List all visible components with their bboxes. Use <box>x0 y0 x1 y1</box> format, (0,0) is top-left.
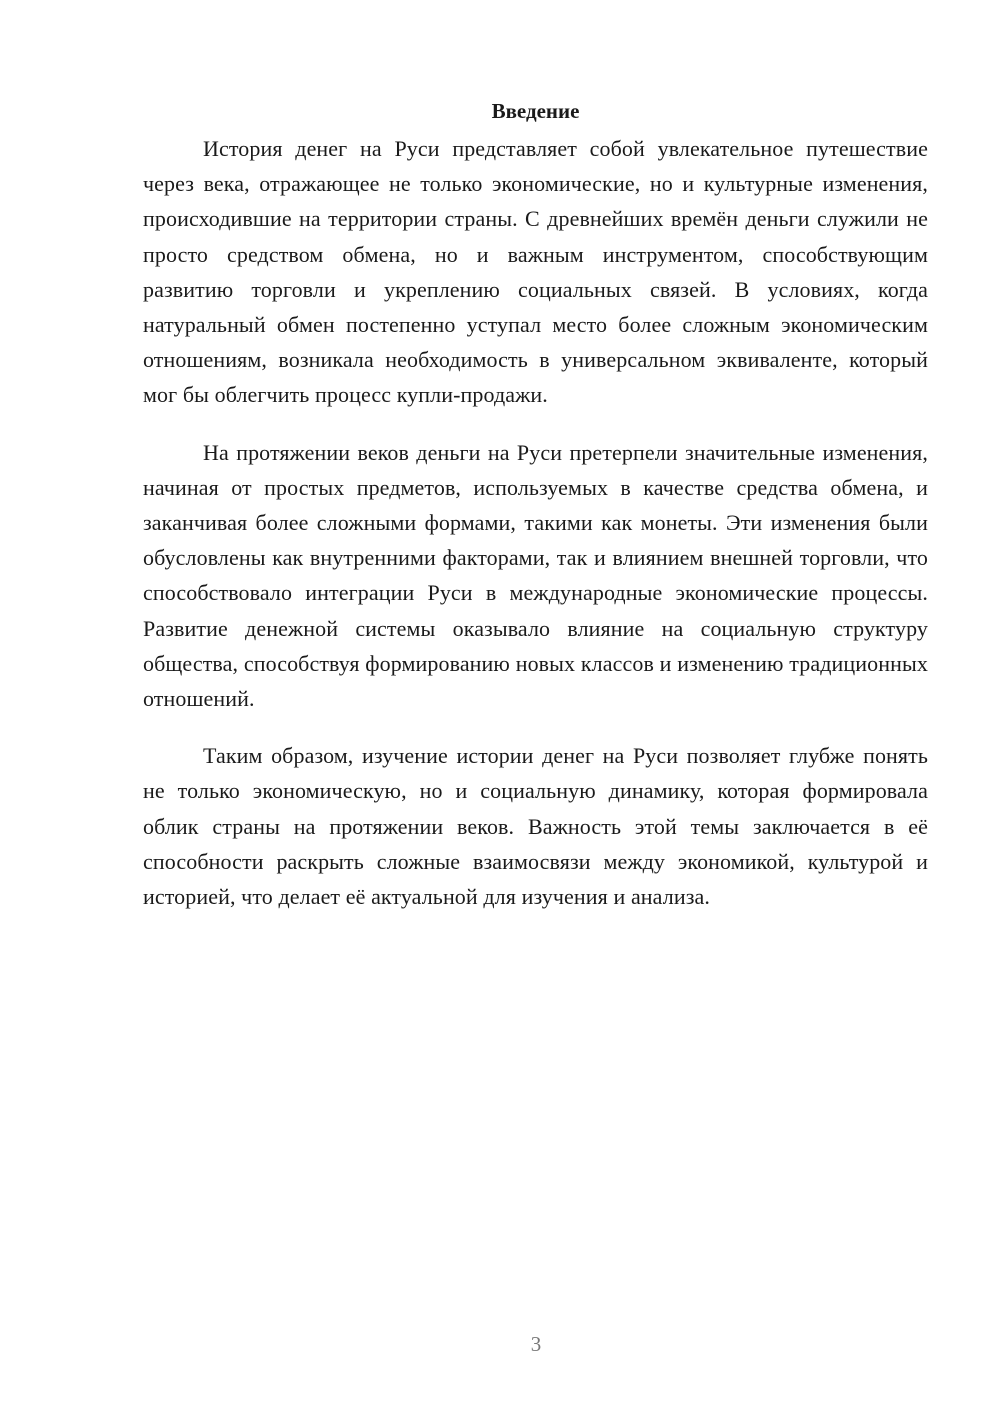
paragraph-2: На протяжении веков деньги на Руси претерпели значительные изменения, начиная от простых предметов, используемых в качестве средства обмена, и заканчивая более сложными формами, такими как монеты. Эти изменения были обусловлены как внутренними факторами, так и влиянием внешней торговли, что способствовало интеграции Руси в международные экономические процессы. Развитие денежной системы оказывало влияние на социальную структуру общества, способствуя формированию новых классов и изменению традиционных отношений. <box>143 439 928 712</box>
page-content <box>143 96 928 914</box>
page-number: 3 <box>530 1332 542 1356</box>
paragraph-1: История денег на Руси представляет собой увлекательное путешествие через века, отражающее не только экономические, но и культурные изменения, происходившие на территории страны. С древнейших времён деньги служили не просто средством обмена, но и важным инструментом, способствующим развитию торговли и укреплению социальных связей. В условиях, когда натуральный обмен постепенно уступал место более сложным экономическим отношениям, возникала необходимость в универсальном эквиваленте, который мог бы облегчить процесс купли-продажи. <box>143 136 928 408</box>
paragraph-3: Таким образом, изучение истории денег на Руси позволяет глубже понять не только экономическую, но и социальную динамику, которая формировала облик страны на протяжении веков. Важность этой темы заключается в её способности раскрыть сложные взаимосвязи между экономикой, культурой и историей, что делает её актуальной для изучения и анализа. <box>143 743 928 910</box>
section-heading: Введение <box>491 99 580 123</box>
